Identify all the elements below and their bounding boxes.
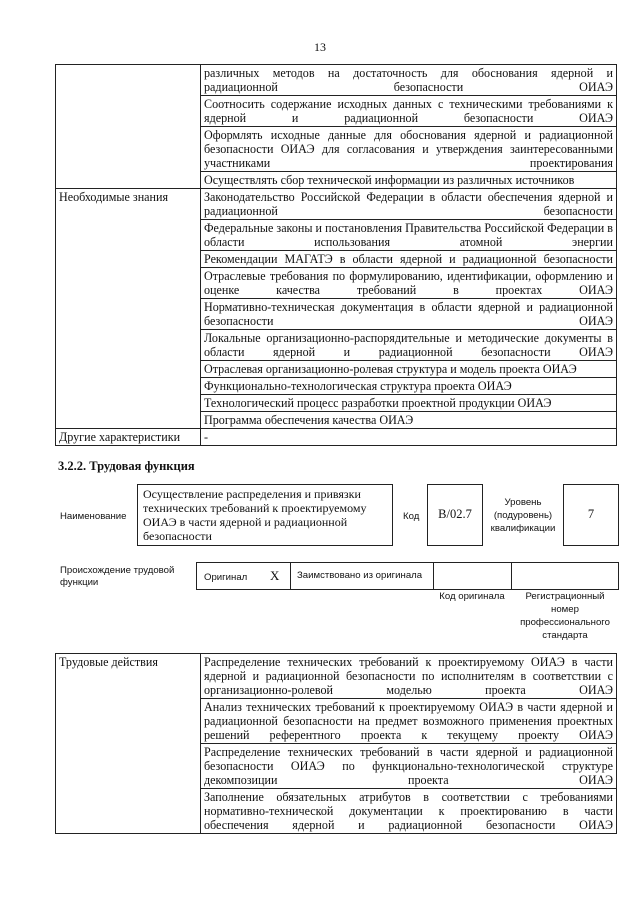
knowledge-row: Локальные организационно-распорядительные и методические документы в области ядерной и радиационной безопасности ОИАЭ xyxy=(201,330,617,361)
name-label: Наименование xyxy=(60,511,127,522)
code-label: Код xyxy=(403,511,420,522)
origin-row xyxy=(196,562,619,590)
page-number: 13 xyxy=(314,40,326,54)
empty-label-cell xyxy=(56,65,201,189)
knowledge-row: Рекомендации МАГАТЭ в области ядерной и радиационной безопасности xyxy=(201,251,617,268)
original-cell xyxy=(197,563,291,589)
code-box xyxy=(427,484,483,546)
name-value: Осуществление распределения и привязки технических требований к проектируемому ОИАЭ в части ядерной и радиационной безопасности xyxy=(143,487,367,543)
action-row: Заполнение обязательных атрибутов в соответствии с требованиями нормативно-технической документации к проектированию в части обеспечения ядерной и радиационной безопасности ОИАЭ xyxy=(201,789,617,834)
knowledge-row: Технологический процесс разработки проектной продукции ОИАЭ xyxy=(201,395,617,412)
other-label: Другие характеристики xyxy=(56,429,201,446)
origin-label: Происхождение трудовой функции xyxy=(60,565,175,588)
action-row: Распределение технических требований к проектируемому ОИАЭ в части ядерной и радиационной безопасности по исполнителям в соответствии с организационно-ролевой моделью проекта ОИАЭ xyxy=(201,654,617,699)
skill-row: Осуществлять сбор технической информации из различных источников xyxy=(201,172,617,189)
knowledge-row: Законодательство Российской Федерации в области обеспечения ядерной и радиационной безопасности xyxy=(201,189,617,220)
action-row: Анализ технических требований к проектируемому ОИАЭ в части ядерной и радиационной безопасности на предмет возможного применения проектных решений референтного проекта к текущему проекту ОИАЭ xyxy=(201,699,617,744)
code-original-label: Код оригинала xyxy=(439,591,505,602)
reg-number-label: Регистрационный номер профессионального стандарта xyxy=(520,591,610,641)
name-box xyxy=(137,484,393,546)
level-value: 7 xyxy=(587,507,595,521)
borrowed-cell xyxy=(291,563,434,589)
knowledge-row: Программа обеспечения качества ОИАЭ xyxy=(201,412,617,429)
original-mark: X xyxy=(270,568,280,583)
level-box xyxy=(563,484,619,546)
actions-label: Трудовые действия xyxy=(56,654,201,834)
borrowed-label: Заимствовано из оригинала xyxy=(297,570,423,581)
level-label: Уровень (подуровень) квалификации xyxy=(490,497,556,534)
skill-row: Соотносить содержание исходных данных с техническими требованиями к ядерной и радиационной безопасности ОИАЭ xyxy=(201,96,617,127)
knowledge-row: Функционально-технологическая структура проекта ОИАЭ xyxy=(201,378,617,395)
code-value: В/02.7 xyxy=(438,507,472,521)
action-row: Распределение технических требований в части ядерной и радиационной безопасности ОИАЭ по функционально-технологической структуре декомпозиции проекта ОИАЭ xyxy=(201,744,617,789)
skill-row: различных методов на достаточность для обоснования ядерной и радиационной безопасности ОИАЭ xyxy=(201,65,617,96)
knowledge-row: Федеральные законы и постановления Правительства Российской Федерации в области использования атомной энергии xyxy=(201,220,617,251)
reg-number-cell xyxy=(512,563,618,589)
knowledge-table xyxy=(55,64,617,446)
knowledge-label: Необходимые знания xyxy=(56,189,201,429)
actions-table xyxy=(55,653,617,834)
other-value: - xyxy=(201,429,617,446)
knowledge-row: Нормативно-техническая документация в области ядерной и радиационной безопасности ОИАЭ xyxy=(201,299,617,330)
skill-row: Оформлять исходные данные для обоснования ядерной и радиационной безопасности ОИАЭ для согласования и утверждения заинтересованными участниками проектирования xyxy=(201,127,617,172)
section-title: 3.2.2. Трудовая функция xyxy=(58,459,195,473)
original-label: Оригинал xyxy=(204,572,248,583)
code-original-cell xyxy=(434,563,512,589)
knowledge-row: Отраслевые требования по формулированию, идентификации, оформлению и оценке качества требований в проектах ОИАЭ xyxy=(201,268,617,299)
knowledge-row: Отраслевая организационно-ролевая структура и модель проекта ОИАЭ xyxy=(201,361,617,378)
